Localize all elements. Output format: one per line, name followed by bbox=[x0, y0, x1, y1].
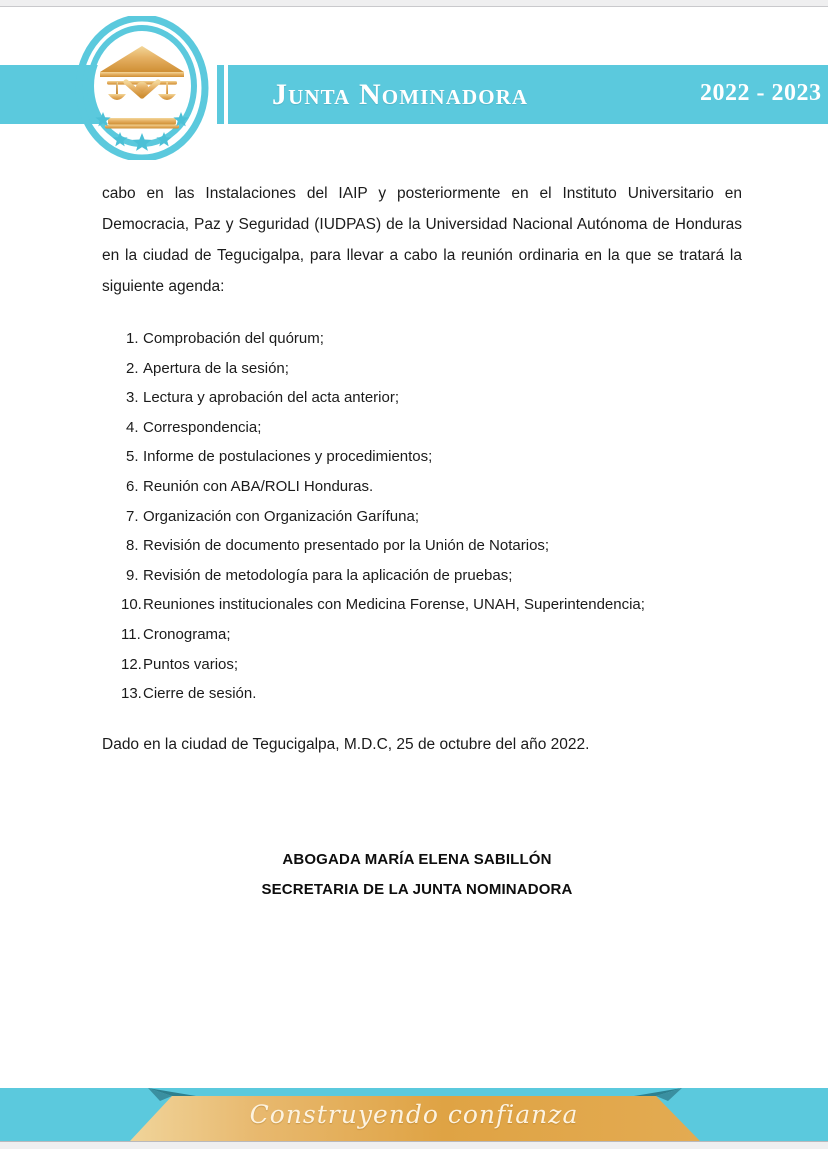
list-item-label: Cierre de sesión. bbox=[143, 685, 257, 703]
list-item-number: 2. bbox=[126, 359, 139, 377]
intro-paragraph: cabo en las Instalaciones del IAIP y posteriormente en el Instituto Universitario en Democracia, Paz y Seguridad (IUDPAS) de la Universidad Nacional Autónoma de Honduras en la ciudad de Tegucigalpa, para llevar a cabo la reunión ordinaria en la que se tratará la siguiente agenda: bbox=[102, 185, 742, 295]
list-item-label: Revisión de metodología para la aplicación de pruebas; bbox=[143, 566, 513, 584]
signature-block bbox=[102, 845, 732, 905]
list-item-label: Lectura y aprobación del acta anterior; bbox=[143, 389, 399, 407]
signatory-name: ABOGADA MARÍA ELENA SABILLÓN bbox=[282, 850, 552, 868]
list-item-number: 3. bbox=[126, 389, 139, 407]
header-bar-divider bbox=[217, 65, 224, 124]
list-item bbox=[102, 531, 742, 561]
list-item bbox=[102, 620, 742, 650]
list-item-label: Correspondencia; bbox=[143, 418, 262, 436]
document-footer bbox=[0, 1079, 828, 1141]
list-item-number: 11. bbox=[121, 625, 141, 643]
closing-line: Dado en la ciudad de Tegucigalpa, M.D.C, 25 de octubre del año 2022. bbox=[102, 735, 590, 753]
document-header bbox=[0, 0, 828, 170]
list-item bbox=[102, 383, 742, 413]
list-item bbox=[102, 561, 742, 591]
list-item-number: 12. bbox=[121, 655, 142, 673]
list-item-label: Revisión de documento presentado por la Unión de Notarios; bbox=[143, 537, 550, 555]
list-item-label: Puntos varios; bbox=[143, 655, 239, 673]
list-item-number: 1. bbox=[126, 330, 139, 347]
list-item bbox=[102, 679, 742, 709]
page-bottom-edge bbox=[0, 1141, 828, 1149]
list-item bbox=[102, 590, 742, 620]
list-item-label: Organización con Organización Garífuna; bbox=[143, 507, 419, 525]
document-body bbox=[102, 178, 742, 905]
list-item bbox=[102, 472, 742, 502]
list-item-number: 6. bbox=[126, 477, 139, 495]
header-years-badge: 2022 - 2023 bbox=[700, 80, 822, 106]
list-item-number: 8. bbox=[126, 537, 139, 555]
list-item bbox=[102, 324, 742, 354]
list-item bbox=[102, 413, 742, 443]
list-item-label: Reunión con ABA/ROLI Honduras. bbox=[143, 477, 374, 495]
list-item-number: 9. bbox=[126, 566, 139, 584]
list-item-number: 4. bbox=[126, 418, 139, 436]
list-item-label: Comprobación del quórum; bbox=[143, 330, 324, 347]
agenda-list bbox=[102, 324, 742, 709]
list-item-label: Informe de postulaciones y procedimientos; bbox=[143, 448, 433, 466]
list-item bbox=[102, 502, 742, 532]
list-item-label: Cronograma; bbox=[143, 625, 231, 643]
header-title: Junta Nominadora bbox=[272, 78, 529, 111]
junta-nominadora-logo bbox=[72, 16, 212, 160]
list-item-label: Apertura de la sesión; bbox=[143, 359, 289, 377]
list-item-number: 10. bbox=[121, 596, 142, 614]
list-item-label: Reuniones institucionales con Medicina Forense, UNAH, Superintendencia; bbox=[143, 596, 645, 614]
signatory-role: SECRETARIA DE LA JUNTA NOMINADORA bbox=[261, 880, 573, 898]
list-item-number: 13. bbox=[121, 685, 142, 703]
list-item-number: 7. bbox=[126, 507, 139, 525]
list-item bbox=[102, 650, 742, 680]
list-item bbox=[102, 354, 742, 384]
list-item bbox=[102, 442, 742, 472]
footer-slogan: Construyendo confianza bbox=[249, 1100, 579, 1129]
list-item-number: 5. bbox=[126, 448, 139, 466]
